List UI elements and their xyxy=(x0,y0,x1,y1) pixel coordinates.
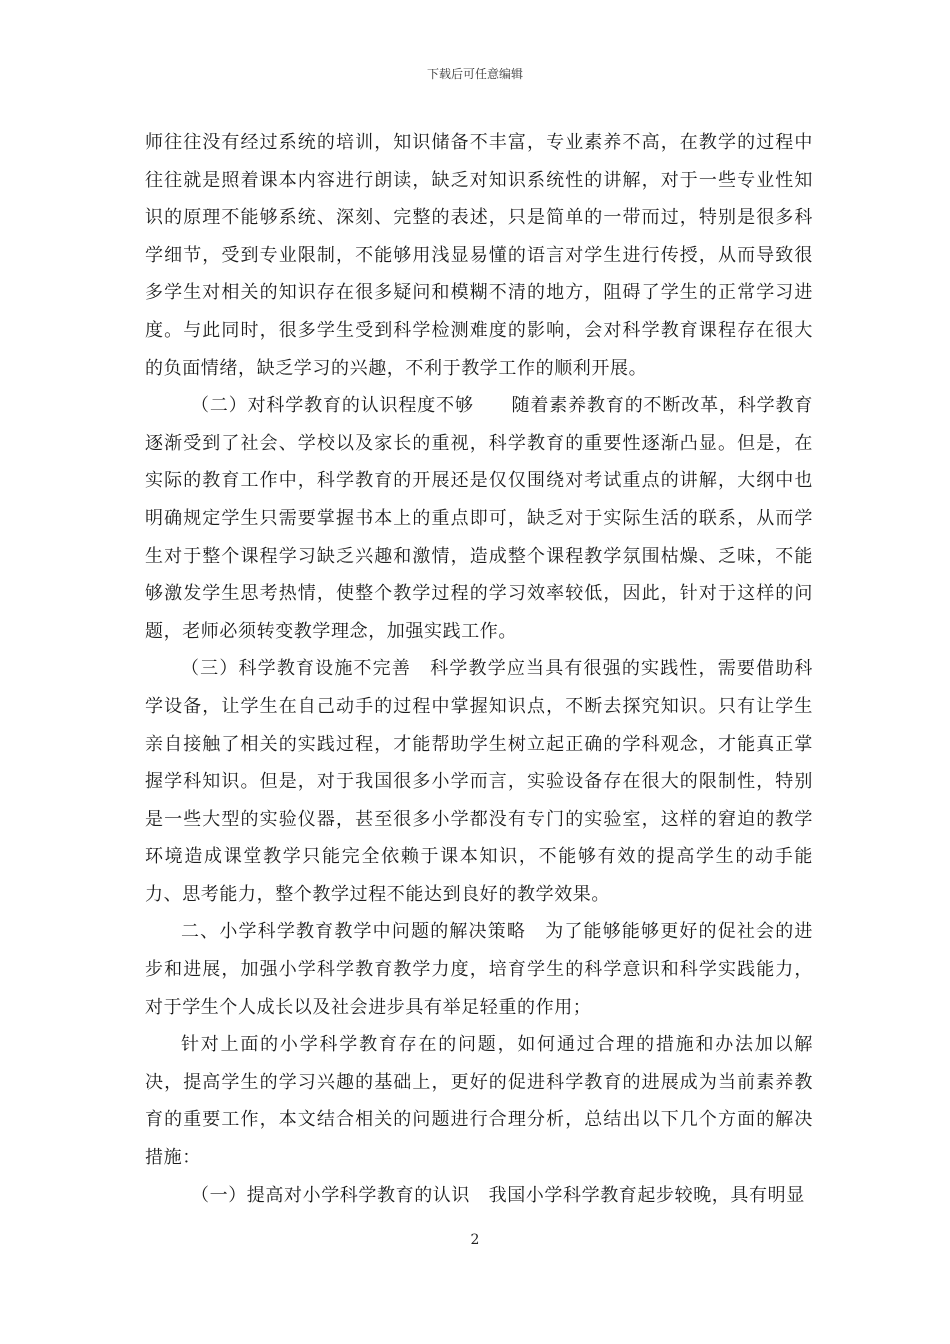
document-body xyxy=(145,124,813,1214)
paragraph-continuation: 师往往没有经过系统的培训，知识储备不丰富，专业素养不高，在教学的过程中往往就是照着课本内容进行朗读，缺乏对知识系统性的讲解，对于一些专业性知识的原理不能够系统、深刻、完整的表述，只是简单的一带而过，特别是很多科学细节，受到专业限制，不能够用浅显易懂的语言对学生进行传授，从而导致很多学生对相关的知识存在很多疑问和模糊不清的地方，阻碍了学生的正常学习进度。与此同时，很多学生受到科学检测难度的影响，会对科学教育课程存在很大的负面情绪，缺乏学习的兴趣，不利于教学工作的顺利开展。 xyxy=(145,132,813,379)
paragraph-solutions-intro: 针对上面的小学科学教育存在的问题，如何通过合理的措施和办法加以解决，提高学生的学习兴趣的基础上，更好的促进科学教育的进展成为当前素养教育的重要工作，本文结合相关的问题进行合理分析，总结出以下几个方面的解决措施： xyxy=(145,1034,813,1169)
paragraph-solutions-heading: 二、小学科学教育教学中问题的解决策略 为了能够能够更好的促社会的进步和进展，加强小学科学教育教学力度，培育学生的科学意识和科学实践能力，对于学生个人成长以及社会进步具有举足轻重的作用； xyxy=(145,921,813,1018)
page-number: 2 xyxy=(470,1232,480,1248)
page-header: 下载后可任意编辑 xyxy=(426,67,523,81)
paragraph-solution-1: （一）提高对小学科学教育的认识 我国小学科学教育起步较晚，具有明显 xyxy=(191,1184,805,1206)
paragraph-section-2: （二）对科学教育的认识程度不够 随着素养教育的不断改革，科学教育逐渐受到了社会、学校以及家长的重视，科学教育的重要性逐渐凸显。但是，在实际的教育工作中，科学教育的开展还是仅仅围绕对考试重点的讲解，大纲中也明确规定学生只需要掌握书本上的重点即可，缺乏对于实际生活的联系，从而学生对于整个课程学习缺乏兴趣和激情，造成整个课程教学氛围枯燥、乏味，不能够激发学生思考热情，使整个教学过程的学习效率较低，因此，针对于这样的问题，老师必须转变教学理念，加强实践工作。 xyxy=(145,395,813,642)
paragraph-section-3: （三）科学教育设施不完善 科学教学应当具有很强的实践性，需要借助科学设备，让学生在自己动手的过程中掌握知识点，不断去探究知识。只有让学生亲自接触了相关的实践过程，才能帮助学生树立起正确的学科观念，才能真正掌握学科知识。但是，对于我国很多小学而言，实验设备存在很大的限制性，特别是一些大型的实验仪器，甚至很多小学都没有专门的实验室，这样的窘迫的教学环境造成课堂教学只能完全依赖于课本知识，不能够有效的提高学生的动手能力、思考能力，整个教学过程不能达到良好的教学效果。 xyxy=(145,658,813,905)
